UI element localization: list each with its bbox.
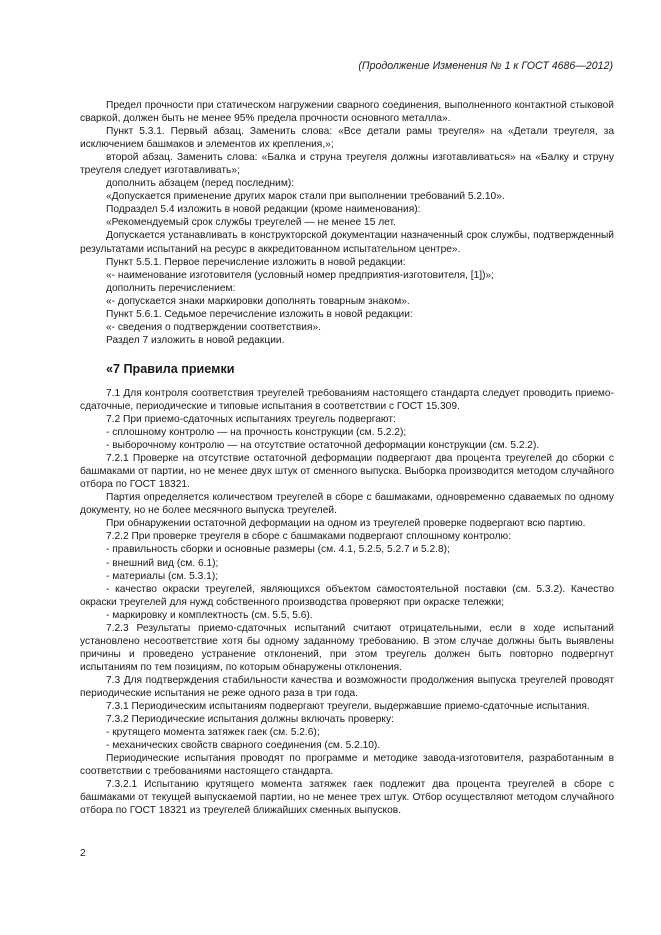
paragraph: Допускается устанавливать в конструкторской документации назначенный срок службы, подтвержденный результатами испытаний на ресурс в аккредитованном испытательном центре». (80, 230, 614, 255)
page-number: 2 (80, 848, 86, 859)
list-item: - сплошному контролю — на прочность конструкции (см. 5.2.2); (106, 427, 407, 439)
paragraph: дополнить перечислением: (106, 282, 236, 294)
paragraph: второй абзац. Заменить слова: «Балка и струна треугеля должны изготавливаться» на «Балку и струну треугеля следует изготавливать»; (80, 152, 614, 177)
paragraph: Подраздел 5.4 изложить в новой редакции (кроме наименования): (106, 204, 421, 216)
list-item: - выборочному контролю — на отсутствие остаточной деформации конструкции (см. 5.2.2). (106, 440, 540, 452)
paragraph: «- допускается знаки маркировки дополнять товарным знаком». (106, 295, 410, 307)
paragraph: Пункт 5.5.1. Первое перечисление изложить в новой редакции: (106, 256, 406, 268)
list-item: - механических свойств сварного соединения (см. 5.2.10). (106, 740, 381, 752)
section-heading: «7 Правила приемки (106, 361, 235, 376)
paragraph: 7.2.2 При проверке треугеля в сборе с башмаками подвергают сплошному контролю: (106, 531, 512, 543)
list-item: - крутящего момента затяжек гаек (см. 5.2.6); (106, 727, 320, 739)
paragraph: Партия определяется количеством треугелей в сборе с башмаками, одновременно сдаваемых по одному документу, но не более месячного выпуска треугелей. (80, 492, 614, 517)
document-body (80, 99, 614, 817)
paragraph: 7.2.1 Проверке на отсутствие остаточной деформации подвергают два процента треугелей до сборки с башмаками от партии, но не менее двух штук от сменного выпуска. Выборка производится методом случайного отбора по ГОСТ 18321. (80, 453, 614, 491)
paragraph: «Допускается применение других марок стали при выполнении требований 5.2.10». (106, 191, 505, 203)
paragraph: Пункт 5.6.1. Седьмое перечисление изложить в новой редакции: (106, 308, 413, 320)
paragraph: При обнаружении остаточной деформации на одном из треугелей проверке подвергают всю партию. (106, 518, 586, 530)
paragraph: Предел прочности при статическом нагружении сварного соединения, выполненного контактной стыковой сваркой, должен быть не менее 95% предела прочности основного металла». (80, 100, 614, 125)
paragraph: 7.2 При приемо-сдаточных испытаниях треугель подвергают: (106, 413, 396, 425)
paragraph: дополнить абзацем (перед последним): (106, 178, 295, 190)
list-item: - материалы (см. 5.3.1); (106, 570, 219, 582)
paragraph: Раздел 7 изложить в новой редакции. (106, 334, 285, 346)
list-item: - правильность сборки и основные размеры (см. 4.1, 5.2.5, 5.2.7 и 5.2.8); (106, 544, 450, 556)
list-item: - внешний вид (см. 6.1); (106, 557, 219, 569)
paragraph: «- сведения о подтверждении соответствия». (106, 321, 321, 333)
page-header: (Продолжение Изменения № 1 к ГОСТ 4686—2012) (358, 60, 613, 72)
paragraph: 7.1 Для контроля соответствия треугелей требованиям настоящего стандарта следует проводить приемо-сдаточные, периодические и типовые испытания в соответствии с ГОСТ 15.309. (80, 387, 614, 412)
paragraph: 7.3 Для подтверждения стабильности качества и возможности продолжения выпуска треугелей проводят периодические испытания не реже одного раза в три года. (80, 674, 614, 699)
list-item: - качество окраски треугелей, являющихся объектом самостоятельной поставки (см. 5.3.2). Качество окраски треугелей для нужд собственного производства проверяют при окраске тележки; (80, 583, 614, 608)
paragraph: 7.2.3 Результаты приемо-сдаточных испытаний считают отрицательными, если в ходе испытаний установлено несоответствие хотя бы одному заданному требованию. В этом случае должны быть выявлены причины и проведено устранение отклонений, при этом треугель должен быть повторно подвергнут испытаниям по тем позициям, по которым обнаружены отклонения. (80, 622, 614, 673)
paragraph: 7.3.2 Периодические испытания должны включать проверку: (106, 714, 394, 726)
paragraph: «Рекомендуемый срок службы треугелей — не менее 15 лет. (106, 217, 396, 229)
paragraph: 7.3.2.1 Испытанию крутящего момента затяжек гаек подлежит два процента треугелей в сборе с башмаками от текущей выпускаемой партии, но не менее трех штук. Отбор осуществляют методом случайного отбора по ГОСТ 18321 из треугелей ближайших сменных выпусков. (80, 779, 614, 817)
paragraph: 7.3.1 Периодическим испытаниям подвергают треугели, выдержавшие приемо-сдаточные испытания. (106, 701, 590, 713)
list-item: - маркировку и комплектность (см. 5.5, 5.6). (106, 609, 313, 621)
paragraph: Периодические испытания проводят по программе и методике завода-изготовителя, разработанным в соответствии с требованиями настоящего стандарта. (80, 753, 614, 778)
paragraph: Пункт 5.3.1. Первый абзац. Заменить слова: «Все детали рамы треугеля» на «Детали треугеля, за исключением башмаков и элементов их крепления,»; (80, 126, 614, 151)
paragraph: «- наименование изготовителя (условный номер предприятия-изготовителя, [1])»; (106, 269, 494, 281)
